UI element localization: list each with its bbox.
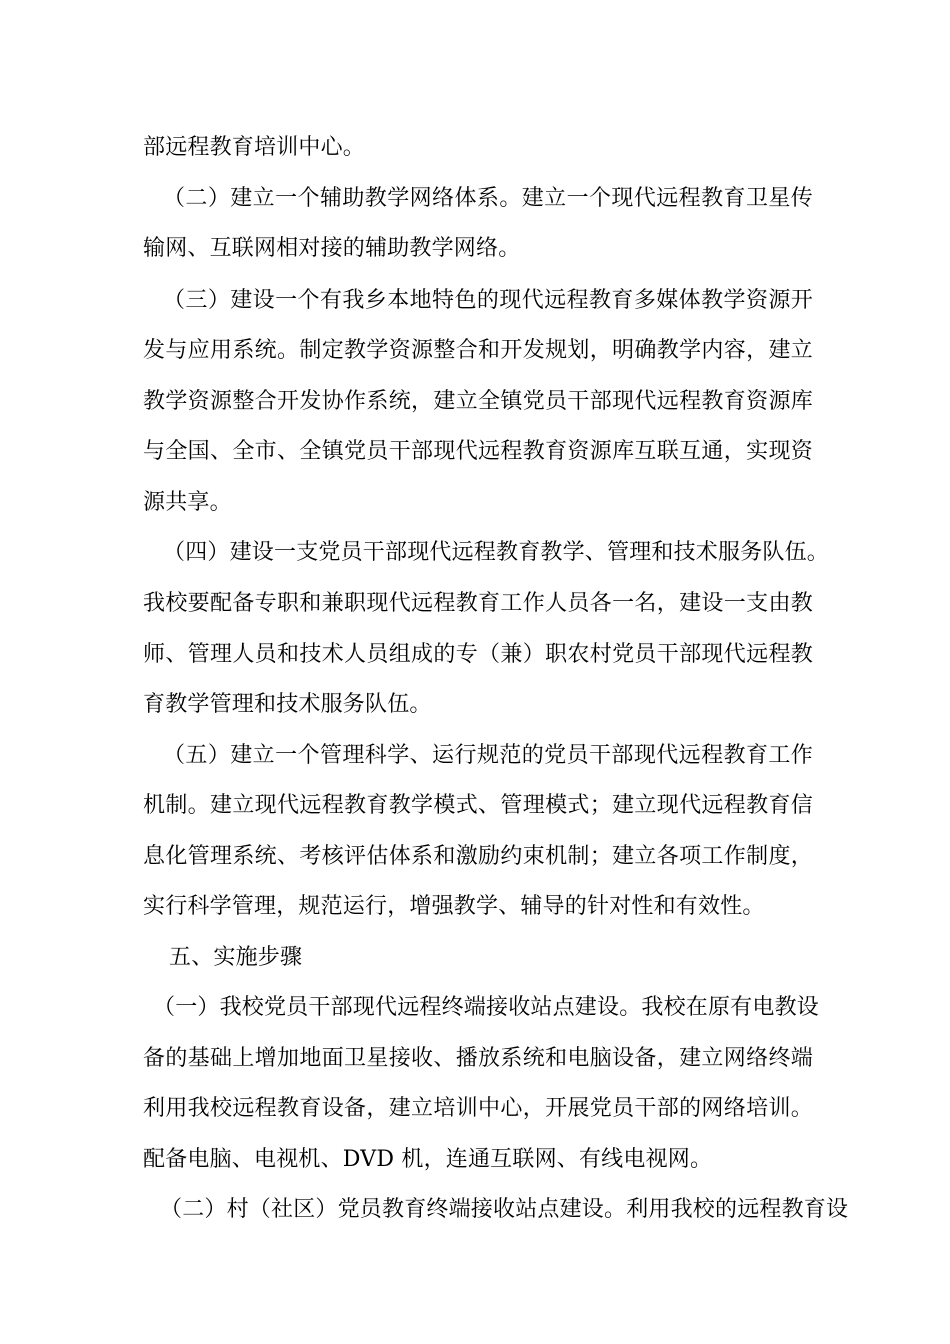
text-line: 教学资源整合开发协作系统，建立全镇党员干部现代远程教育资源库 [143, 389, 813, 414]
text-line: 育教学管理和技术服务队伍。 [143, 692, 432, 717]
text-line: 输网、互联网相对接的辅助教学网络。 [143, 236, 521, 261]
text-line: 发与应用系统。制定教学资源整合和开发规划，明确教学内容，建立 [143, 338, 813, 363]
text-line: 配备电脑、电视机、DVD 机，连通互联网、有线电视网。 [143, 1147, 713, 1172]
text-line: （二）村（社区）党员教育终端接收站点建设。利用我校的远程教育设 [160, 1197, 849, 1222]
text-line: （二）建立一个辅助教学网络体系。建立一个现代远程教育卫星传 [163, 186, 813, 211]
text-line: 部远程教育培训中心。 [143, 135, 366, 160]
text-line: 利用我校远程教育设备，建立培训中心，开展党员干部的网络培训。 [143, 1096, 813, 1121]
text-line: 备的基础上增加地面卫星接收、播放系统和电脑设备，建立网络终端 [143, 1046, 813, 1071]
text-line: （一）我校党员干部现代远程终端接收站点建设。我校在原有电教设 [153, 995, 820, 1020]
text-line: 机制。建立现代远程教育教学模式、管理模式；建立现代远程教育信 [143, 793, 813, 818]
text-line: （四）建设一支党员干部现代远程教育教学、管理和技术服务队伍。 [163, 540, 830, 565]
text-line: （三）建设一个有我乡本地特色的现代远程教育多媒体教学资源开 [163, 288, 813, 313]
text-line: 我校要配备专职和兼职现代远程教育工作人员各一名，建设一支由教 [143, 591, 813, 616]
section-heading: 五、实施步骤 [169, 945, 303, 970]
text-line: 实行科学管理，规范运行，增强教学、辅导的针对性和有效性。 [143, 894, 765, 919]
text-line: 与全国、全市、全镇党员干部现代远程教育资源库互联互通，实现资 [143, 439, 813, 464]
text-line: 源共享。 [143, 490, 232, 515]
text-line: 息化管理系统、考核评估体系和激励约束机制；建立各项工作制度， [143, 844, 813, 869]
text-line: （五）建立一个管理科学、运行规范的党员干部现代远程教育工作 [163, 743, 813, 768]
text-line: 师、管理人员和技术人员组成的专（兼）职农村党员干部现代远程教 [143, 642, 813, 667]
